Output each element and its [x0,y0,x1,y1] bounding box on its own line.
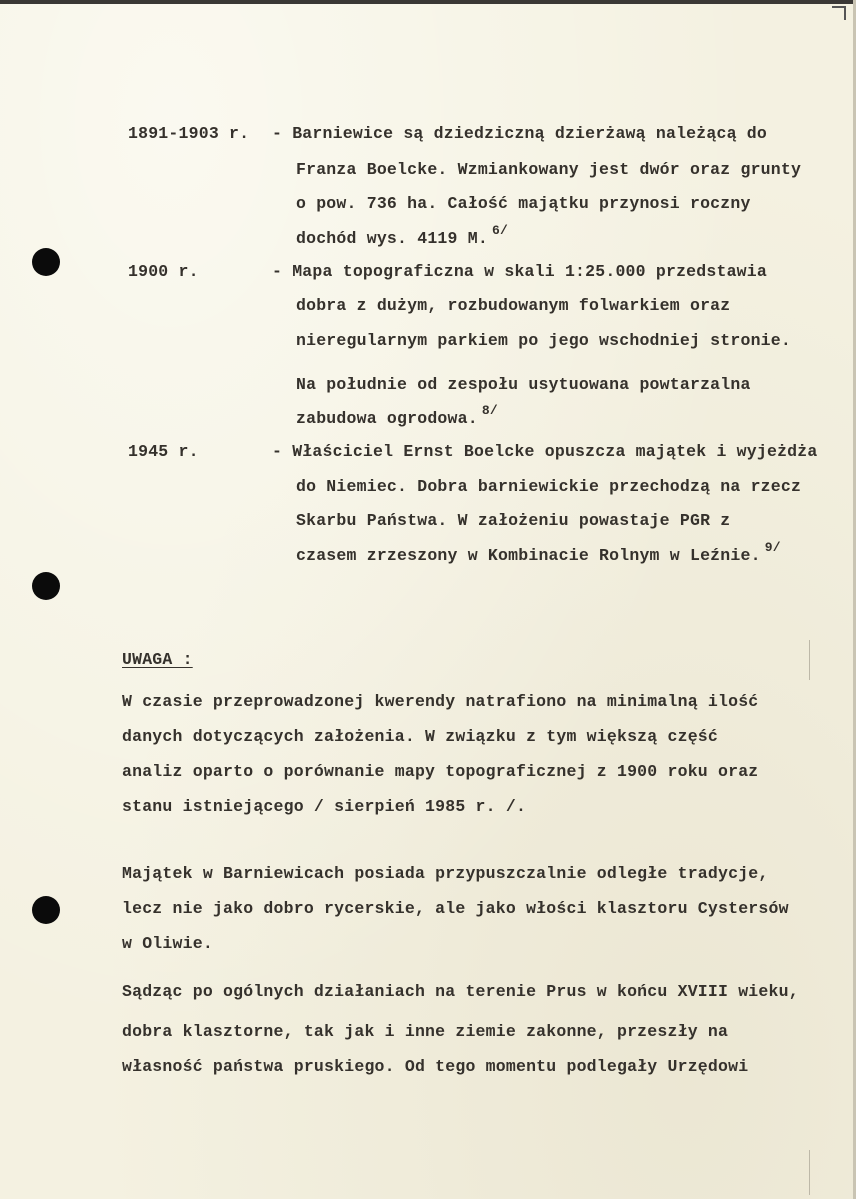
paragraph-line: w Oliwie. [122,934,213,953]
note-line: stanu istniejącego / sierpień 1985 r. /. [122,797,527,816]
margin-mark [809,640,810,680]
punch-hole-icon [32,896,60,924]
entry-line: dochód wys. 4119 M. $^{6/}$ [296,223,508,248]
entry-date: 1900 r. [128,262,199,281]
footnote-marker: 8/ [481,403,498,418]
paragraph-line: dobra klasztorne, tak jak i inne ziemie zakonne, przeszły na [122,1022,729,1041]
corner-mark-icon [832,6,846,20]
entry-line: do Niemiec. Dobra barniewickie przechodzą na rzecz [296,477,802,496]
entry-line: - Właściciel Ernst Boelcke opuszcza majątek i wyjeżdża [272,442,818,461]
paragraph-line: Sądząc po ogólnych działaniach na terenie Prus w końcu XVIII wieku, [122,982,799,1001]
entry-line: czasem zrzeszony w Kombinacie Rolnym w Leźnie. $^{9/}$ [296,540,781,565]
entry-line: Na południe od zespołu usytuowana powtarzalna [296,375,751,394]
note-line: analiz oparto o porównanie mapy topograficznej z 1900 roku oraz [122,762,759,781]
note-line: W czasie przeprowadzonej kwerendy natrafiono na minimalną ilość [122,692,759,711]
entry-line: nieregularnym parkiem po jego wschodniej stronie. [296,331,791,350]
footnote-marker: 9/ [764,540,781,555]
footnote-marker: 6/ [491,223,508,238]
entry-line: - Mapa topograficzna w skali 1:25.000 przedstawia [272,262,767,281]
margin-mark [809,1150,810,1195]
entry-line: - Barniewice są dziedziczną dzierżawą należącą do [272,124,767,143]
note-heading: UWAGA : [122,650,193,669]
punch-hole-icon [32,248,60,276]
note-line: danych dotyczących założenia. W związku z tym większą część [122,727,718,746]
scan-top-edge [0,0,856,4]
entry-line: Skarbu Państwa. W założeniu powastaje PGR z [296,511,731,530]
paragraph-line: lecz nie jako dobro rycerskie, ale jako włości klasztoru Cystersów [122,899,789,918]
punch-hole-icon [32,572,60,600]
entry-date: 1891-1903 r. [128,124,250,143]
entry-line: o pow. 736 ha. Całość majątku przynosi roczny [296,194,751,213]
paragraph-line: Majątek w Barniewicach posiada przypuszczalnie odległe tradycje, [122,864,769,883]
paragraph-line: własność państwa pruskiego. Od tego momentu podlegały Urzędowi [122,1057,749,1076]
entry-line: Franza Boelcke. Wzmiankowany jest dwór oraz grunty [296,160,802,179]
entry-line: dobra z dużym, rozbudowanym folwarkiem oraz [296,296,731,315]
entry-date: 1945 r. [128,442,199,461]
entry-line: zabudowa ogrodowa. $^{8/}$ [296,403,498,428]
